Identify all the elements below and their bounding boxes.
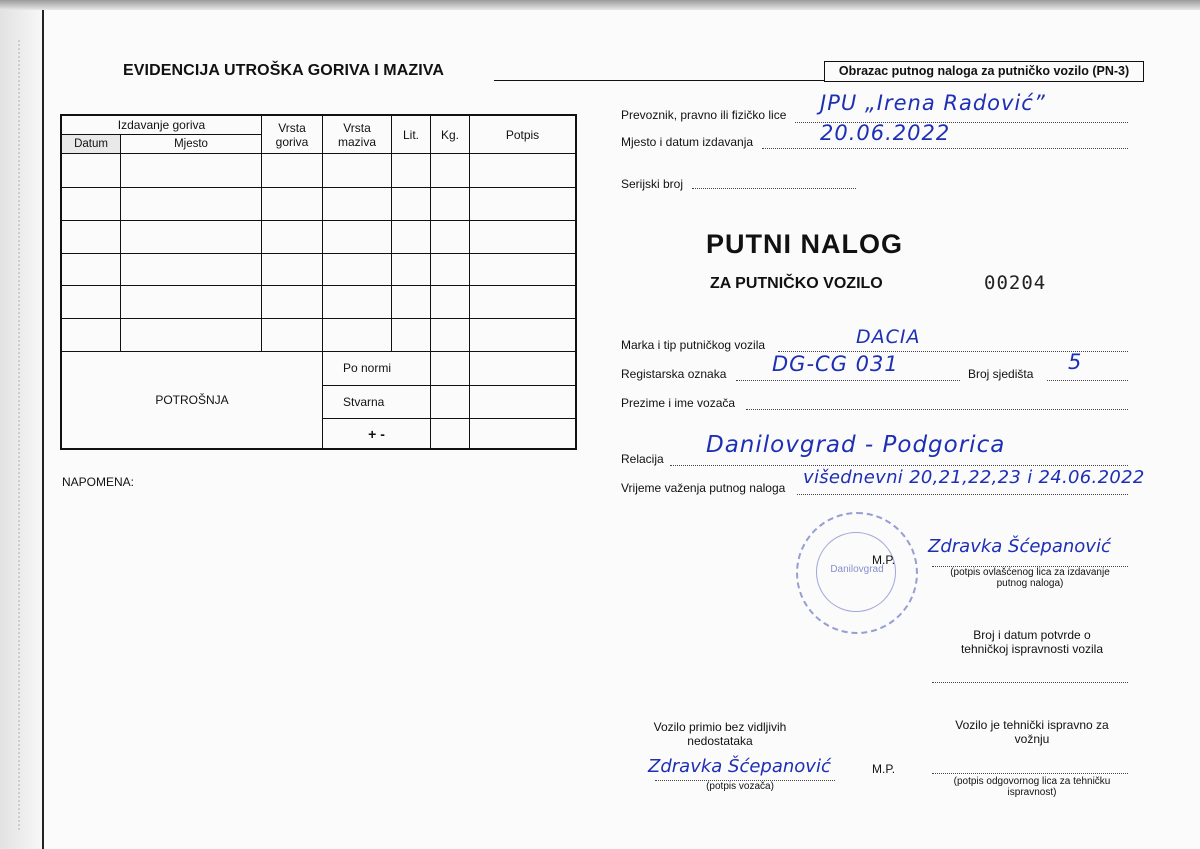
authorized-signature-caption: (potpis ovlašćenog lica za izdavanje putnog naloga) [950,567,1110,589]
mp-mark-bottom: M.P. [872,762,896,776]
serial-label: Serijski broj [621,177,684,191]
table-row [61,253,576,285]
fuel-consumption-table [60,114,577,450]
table-row [61,318,576,352]
authorized-signature[interactable]: Zdravka Šćepanović [928,536,1111,557]
reg-label: Registarska oznaka [621,367,727,381]
make-label: Marka i tip putničkog vozila [621,338,766,352]
document-subtitle: ZA PUTNIČKO VOZILO [710,275,883,292]
fuel-type-header: Vrsta goriva [262,115,323,154]
validity-line [797,493,1128,495]
document-title: PUTNI NALOG [706,229,903,259]
actual-label: Stvarna [323,385,431,419]
tech-ok-line [932,772,1128,774]
place-date-value[interactable]: 20.06.2022 [820,121,951,145]
date-header: Datum [61,134,121,153]
driver-signature-caption: (potpis vozača) [706,781,774,792]
seats-value[interactable]: 5 [1068,350,1083,374]
validity-value[interactable]: višednevni 20,21,22,23 i 24.06.2022 [803,467,1145,488]
validity-label: Vrijeme važenja putnog naloga [621,481,786,495]
tech-cert-line [932,681,1128,683]
signature-header: Potpis [470,115,577,154]
kg-header: Kg. [431,115,470,154]
route-label: Relacija [621,452,664,466]
tech-ok-label: Vozilo je tehnički ispravno za vožnju [955,718,1109,746]
note-label: NAPOMENA: [62,475,135,489]
seats-line [1047,379,1128,381]
seats-label: Broj sjedišta [968,367,1034,381]
issue-header: Izdavanje goriva [61,115,262,134]
serial-number: 00204 [984,272,1047,294]
official-stamp [796,512,918,634]
carrier-label: Prevoznik, pravno ili fizičko lice [621,108,787,122]
place-date-line [762,147,1128,149]
place-date-label: Mjesto i datum izdavanja [621,135,754,149]
route-value[interactable]: Danilovgrad - Podgorica [706,432,1006,458]
mp-mark: M.P. [872,553,896,567]
vehicle-received-label: Vozilo primio bez vidljivih nedostataka [653,720,787,748]
binding-line [42,10,44,849]
table-row [61,221,576,253]
place-header: Mjesto [121,134,262,153]
route-line [670,464,1128,466]
plus-minus-label: + - [323,419,431,449]
top-rule [494,80,824,81]
driver-line [746,408,1128,410]
lubricant-type-header: Vrsta maziva [323,115,392,154]
stamp-text: Danilovgrad [830,564,884,575]
tech-ok-caption: (potpis odgovornog lica za tehničku ispravnost) [953,776,1111,798]
reg-value[interactable]: DG-CG 031 [772,352,899,376]
make-value[interactable]: DACIA [856,326,921,348]
carrier-value[interactable]: JPU „Irena Radović” [820,91,1046,115]
fuel-log-heading: EVIDENCIJA UTROŠKA GORIVA I MAZIVA [123,62,445,79]
perforation [18,40,36,830]
form-code-box: Obrazac putnog naloga za putničko vozilo (PN-3) [824,61,1144,82]
table-row [61,286,576,318]
tech-cert-label: Broj i datum potvrde o tehničkoj ispravnosti vozila [960,628,1104,656]
serial-line [692,187,856,189]
table-row [61,187,576,221]
scan-top-edge [0,0,1200,10]
driver-signature[interactable]: Zdravka Šćepanović [648,756,831,777]
lit-header: Lit. [392,115,431,154]
driver-label: Prezime i ime vozača [621,396,736,410]
reg-line [736,379,960,381]
table-row [61,154,576,188]
consumption-label: POTROŠNJA [61,352,323,449]
by-norm-label: Po normi [323,352,431,386]
